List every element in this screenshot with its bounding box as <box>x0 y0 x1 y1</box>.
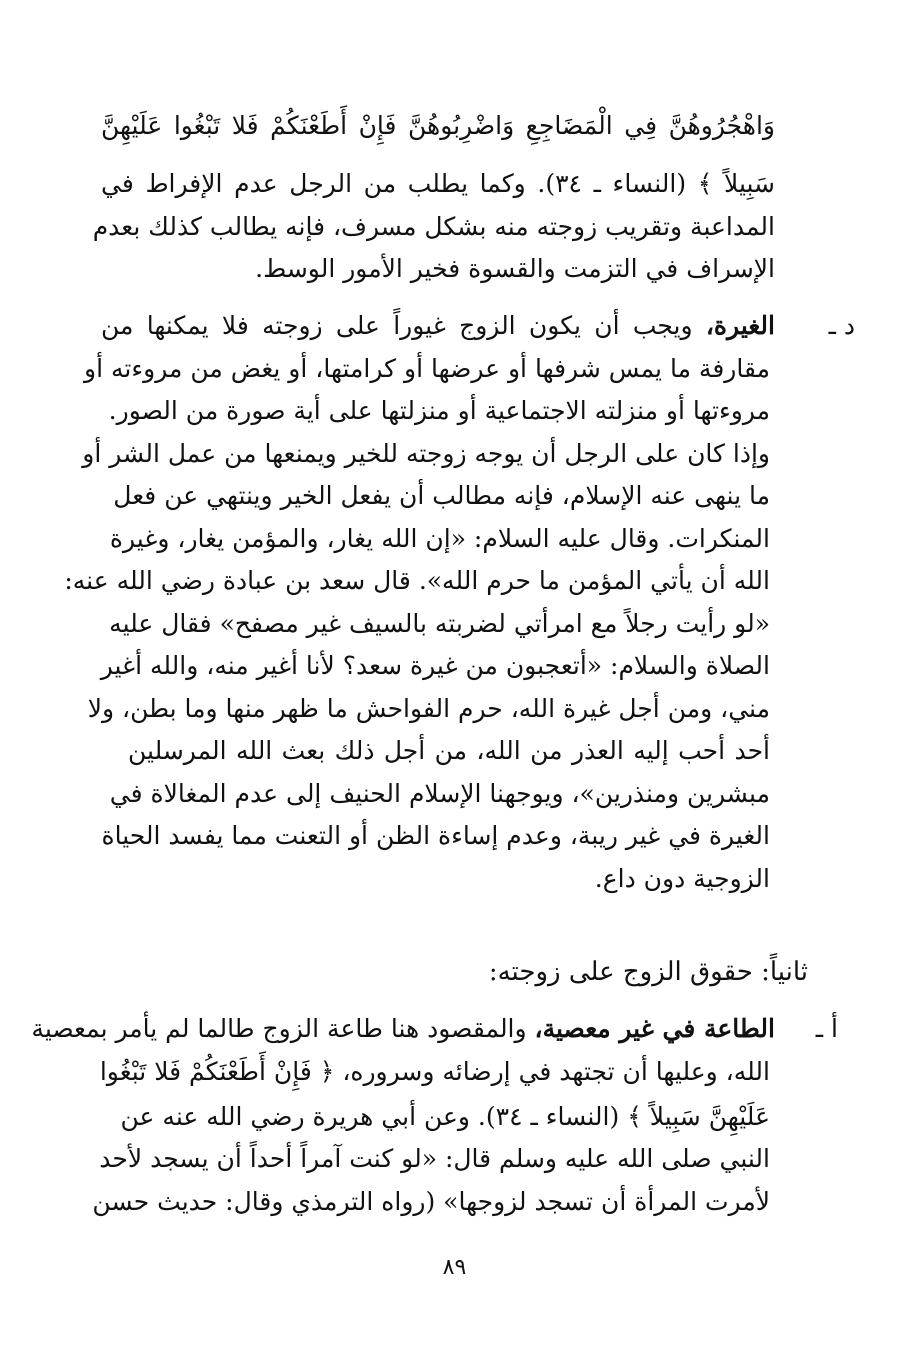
list-marker-a: أ ـ <box>815 1014 838 1043</box>
paragraph-line: المنكرات. وقال عليه السلام: «إن الله يغار، والمؤمن يغار، وغيرة <box>109 524 770 553</box>
paragraph-line: الزوجية دون داع. <box>594 864 770 893</box>
paragraph-line: الله، وعليها أن تجتهد في إرضائه وسروره، ﴿ فَإِنْ أَطَعْنَكُمْ فَلا تَبْغُوا <box>99 1057 770 1086</box>
item-a-first-text: والمقصود هنا طاعة الزوج طالما لم يأمر بمعصية <box>31 1014 535 1043</box>
paragraph-line: الغيرة في غير ريبة، وعدم إساءة الظن أو التعنت مما يفسد الحياة <box>101 821 770 850</box>
paragraph-line: مني، ومن أجل غيرة الله، حرم الفواحش ما ظهر منها وما بطن، ولا <box>87 694 770 723</box>
paragraph-line: مروءتها أو منزلته الاجتماعية أو منزلتها على أية صورة من الصور. <box>108 396 770 425</box>
paragraph-line: الله أن يأتي المؤمن ما حرم الله». قال سعد بن عبادة رضي الله عنه: <box>64 566 770 595</box>
paragraph-line: النبي صلى الله عليه وسلم قال: «لو كنت آمراً أحداً أن يسجد لأحد <box>99 1144 770 1173</box>
paragraph-line: أحد أحب إليه العذر من الله، من أجل ذلك بعث الله المرسلين <box>128 736 770 765</box>
page-number: ٨٩ <box>442 1255 467 1280</box>
paragraph-line: وإذا كان على الرجل أن يوجه زوجته للخير ويمنعها من عمل الشر أو <box>82 439 770 468</box>
paragraph-line: ما ينهى عنه الإسلام، فإنه مطالب أن يفعل الخير وينتهي عن فعل <box>113 481 770 510</box>
paragraph-line: لأمرت المرأة أن تسجد لزوجها» (رواه الترمذي وقال: حديث حسن <box>92 1187 770 1216</box>
section-heading: ثانياً: حقوق الزوج على زوجته: <box>488 957 808 987</box>
item-d-title: الغيرة، <box>705 311 775 340</box>
item-d-first-text: ويجب أن يكون الزوج غيوراً على زوجته فلا يمكنها من <box>101 311 706 340</box>
item-d-first-line <box>101 306 775 346</box>
paragraph-line: الصلاة والسلام: «أتعجبون من غيرة سعد؟ لأنا أغير منه، والله أغير <box>100 651 770 680</box>
paragraph-line: مقارفة ما يمس شرفها أو عرضها أو كرامتها، أو يغض من مروءته أو <box>84 354 770 383</box>
paragraph-line: وَاهْجُرُوهُنَّ فِي الْمَضَاجِعِ وَاضْرِبُوهُنَّ فَإِنْ أَطَعْنَكُمْ فَلا تَبْغُوا عَلَيْهِنَّ <box>101 111 775 140</box>
list-marker-d: د ـ <box>828 311 855 340</box>
paragraph-line: الإسراف في التزمت والقسوة فخير الأمور الوسط. <box>255 254 775 283</box>
paragraph-line: مبشرين ومنذرين»، ويوجهنا الإسلام الحنيف إلى عدم المغالاة في <box>109 779 770 808</box>
item-a-first-line <box>31 1009 775 1049</box>
paragraph-line: المداعبة وتقريب زوجته منه بشكل مسرف، فإنه يطالب كذلك بعدم <box>92 212 775 241</box>
paragraph-line: سَبِيلاً ﴾ (النساء ـ ٣٤). وكما يطلب من الرجل عدم الإفراط في <box>101 169 775 198</box>
paragraph-line: عَلَيْهِنَّ سَبِيلاً ﴾ (النساء ـ ٣٤). وعن أبي هريرة رضي الله عنه عن <box>120 1102 770 1131</box>
paragraph-line: «لو رأيت رجلاً مع امرأتي لضربته بالسيف غير مصفح» فقال عليه <box>109 609 770 638</box>
item-a-title: الطاعة في غير معصية، <box>534 1014 775 1043</box>
